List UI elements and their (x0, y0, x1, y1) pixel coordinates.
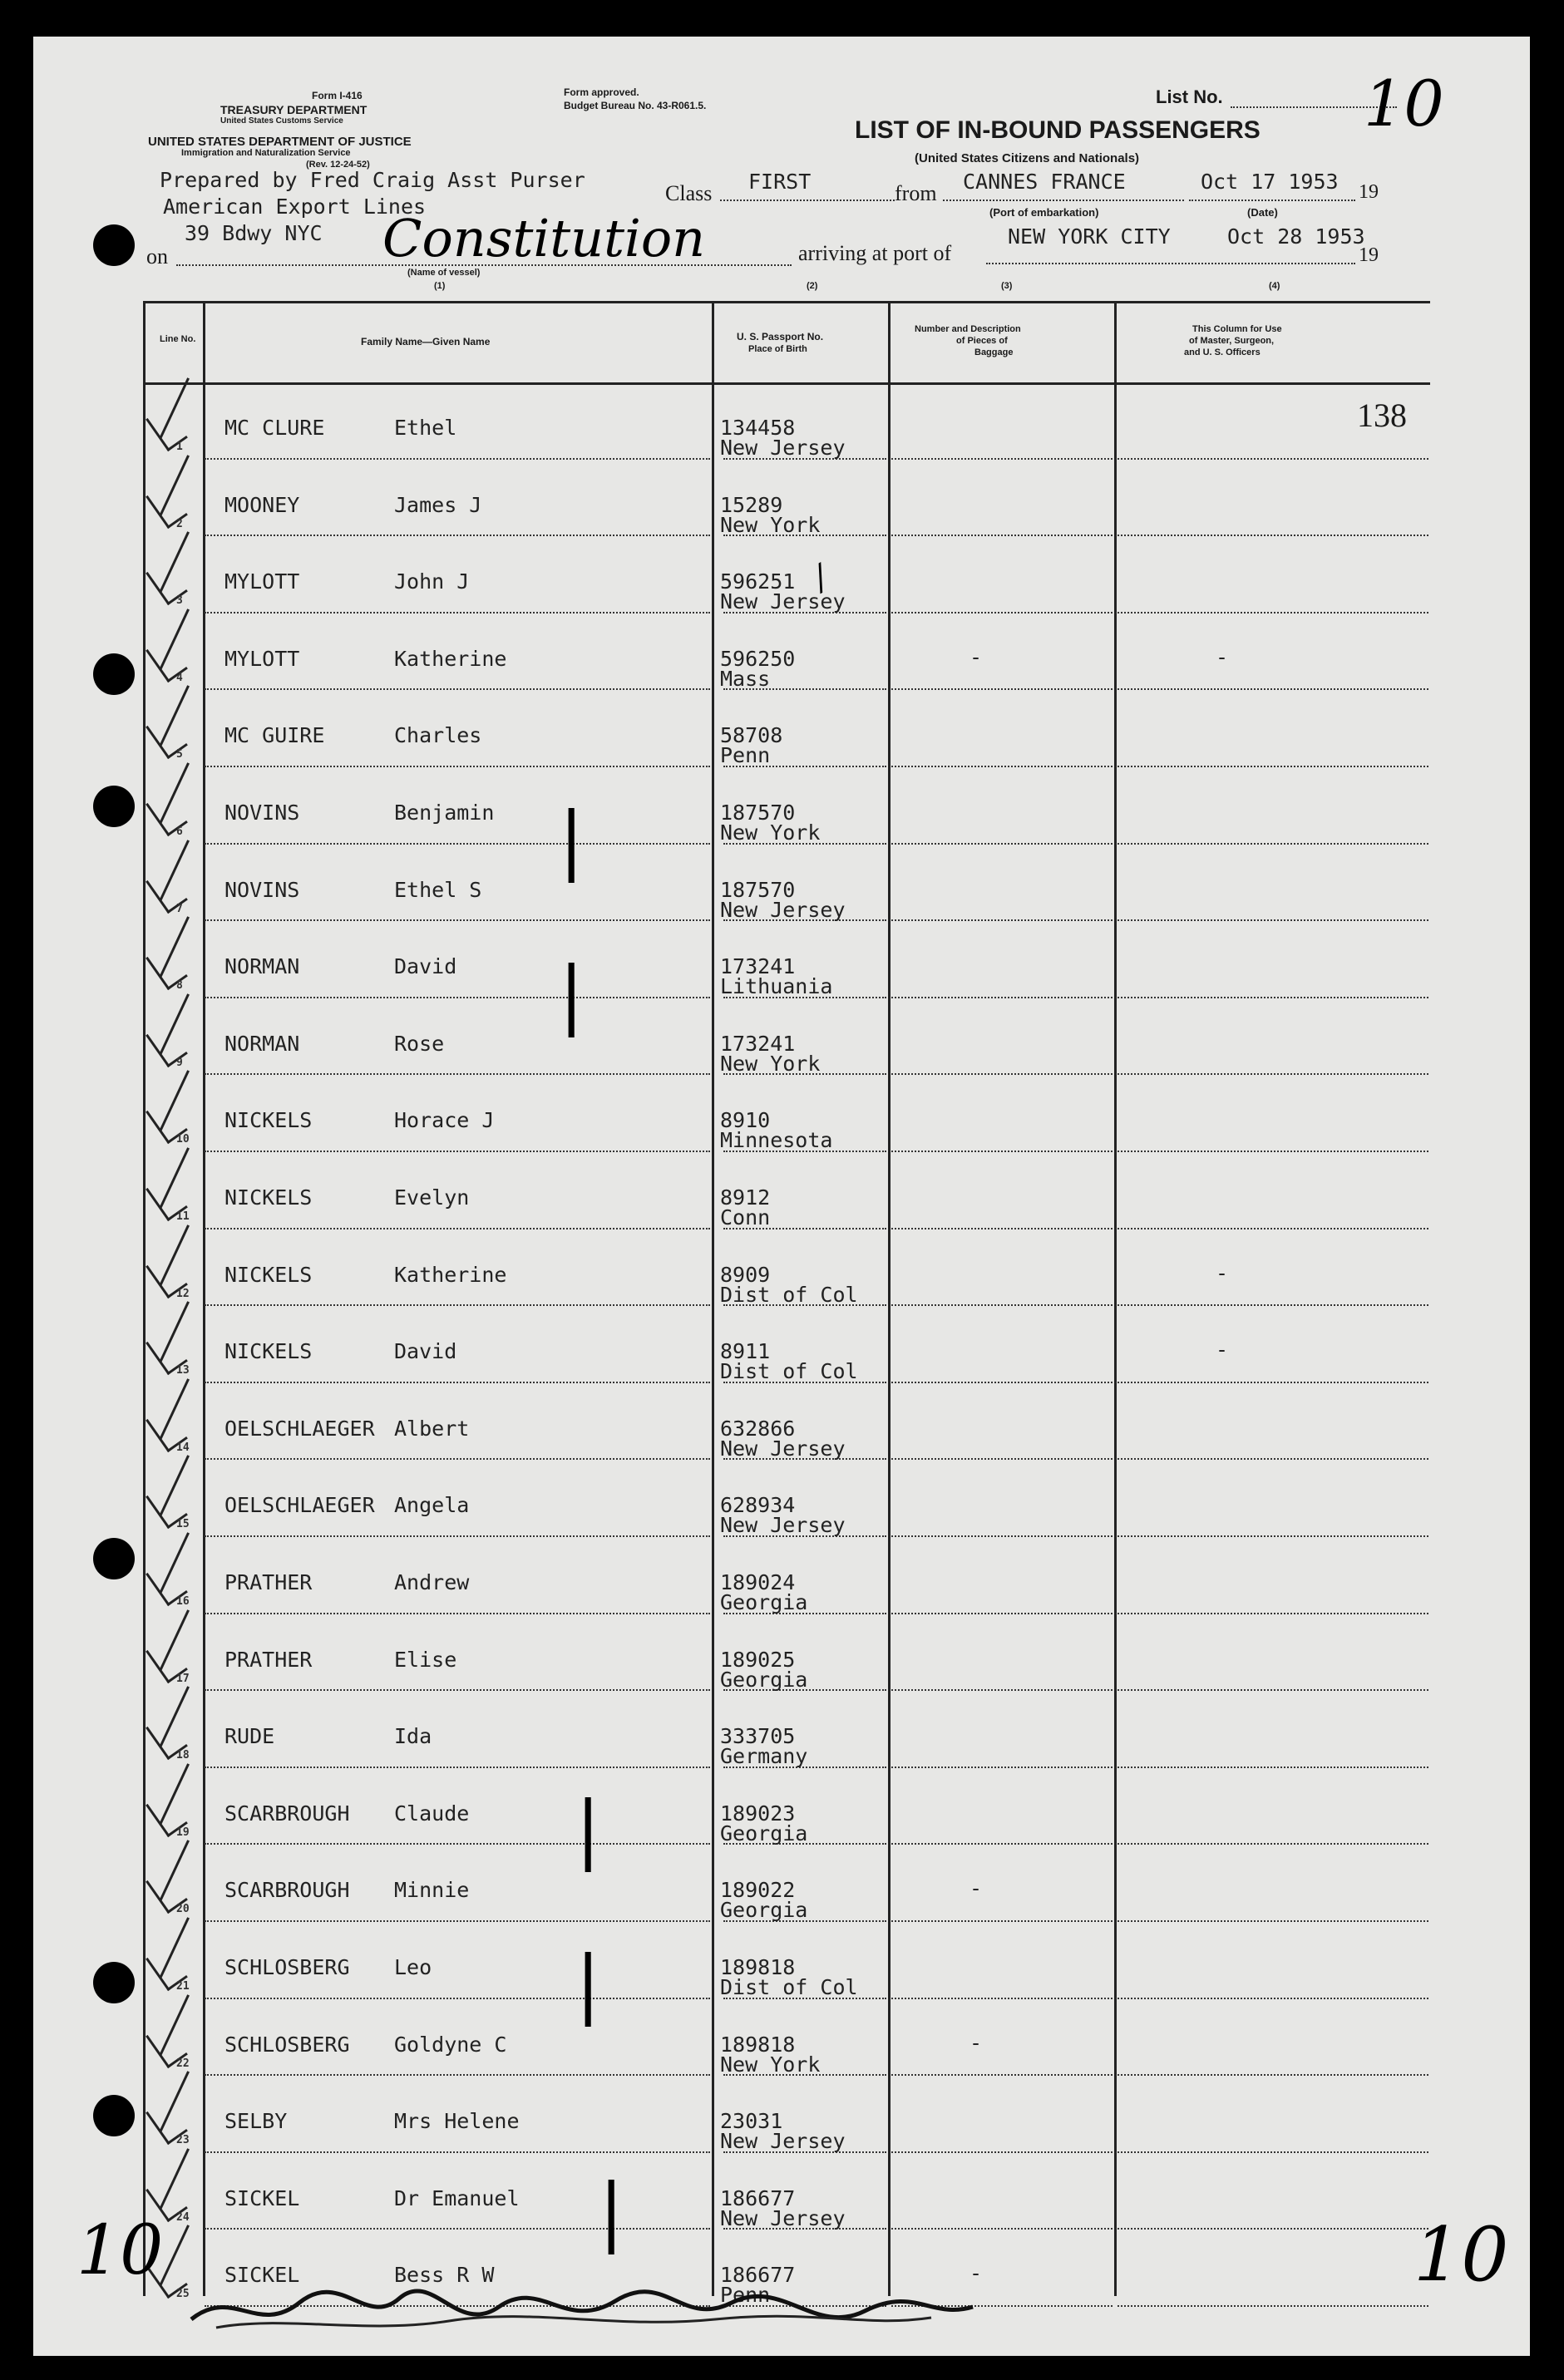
passport-number: 596251 (720, 569, 796, 594)
passport-number: 23031 (720, 2109, 783, 2134)
family-name: NOVINS (224, 801, 300, 825)
passport-number: 333705 (720, 1724, 796, 1749)
row-divider (891, 688, 1113, 690)
doj-label: UNITED STATES DEPARTMENT OF JUSTICE (148, 135, 412, 149)
row-divider (1117, 919, 1428, 921)
given-name: Angela (394, 1493, 470, 1518)
row-divider (891, 1228, 1113, 1229)
margin-number: 138 (1357, 397, 1407, 434)
place-of-birth: Penn (720, 743, 771, 768)
given-name: David (394, 954, 457, 979)
col-divider-passport (888, 301, 891, 2296)
row-divider (1117, 458, 1428, 460)
rev-label: (Rev. 12-24-52) (306, 160, 370, 170)
family-name: OELSCHLAEGER (224, 1416, 375, 1441)
row-divider (1117, 2228, 1428, 2230)
row-divider (205, 1535, 710, 1537)
passport-number: 8910 (720, 1108, 771, 1133)
punch-hole (93, 786, 135, 827)
baggage-mark: - (969, 2261, 983, 2286)
tally-mark: | (599, 2168, 624, 2255)
prepared-by: Prepared by Fred Craig Asst Purser (160, 168, 585, 192)
baggage-mark: - (969, 2030, 983, 2055)
row-divider (891, 1151, 1113, 1152)
family-name: MC GUIRE (224, 723, 325, 748)
given-name: Ida (394, 1724, 432, 1749)
given-name: Horace J (394, 1108, 495, 1133)
passport-number: 187570 (720, 877, 796, 902)
place-of-birth: Georgia (720, 1821, 808, 1845)
passport-number: 189023 (720, 1801, 796, 1826)
row-divider (891, 1304, 1113, 1306)
given-name: Katherine (394, 646, 507, 671)
row-divider (1117, 2151, 1428, 2153)
row-divider (205, 535, 710, 536)
row-divider (205, 1382, 710, 1383)
row-divider (205, 1767, 710, 1768)
tally-mark: | (559, 796, 585, 884)
family-name: OELSCHLAEGER (224, 1493, 375, 1518)
row-divider (1117, 612, 1428, 613)
row-divider (1117, 766, 1428, 767)
handwritten-signature (183, 2269, 981, 2344)
line-number: 10 (176, 1133, 190, 1146)
baggage-mark: - (969, 644, 983, 669)
class-value: FIRST (748, 170, 812, 194)
place-of-birth: New Jersey (720, 897, 846, 922)
line-number: 21 (176, 1980, 190, 1993)
line-number: 24 (176, 2210, 190, 2224)
family-name: PRATHER (224, 1647, 313, 1672)
family-name: NICKELS (224, 1262, 313, 1287)
place-of-birth: New York (720, 1051, 821, 1076)
punch-hole (93, 1962, 135, 2003)
row-divider (1117, 843, 1428, 845)
passport-number: 187570 (720, 801, 796, 825)
officer-mark: - (1216, 644, 1229, 669)
given-name: Ethel (394, 416, 457, 440)
row-divider (891, 766, 1113, 767)
passport-number: 189022 (720, 1878, 796, 1903)
tally-mark: | (575, 1940, 601, 2028)
punch-hole (93, 224, 135, 266)
family-name: MYLOTT (224, 569, 300, 594)
page-title: LIST OF IN-BOUND PASSENGERS (855, 116, 1261, 144)
line-number: 5 (176, 748, 183, 761)
passport-number: 8909 (720, 1262, 771, 1287)
row-divider (1117, 1920, 1428, 1922)
passport-number: 189024 (720, 1570, 796, 1594)
place-of-birth: Georgia (720, 1590, 808, 1614)
row-divider (891, 2074, 1113, 2076)
col-header-baggage-1: Number and Description (915, 324, 1021, 334)
line-number: 4 (176, 671, 183, 684)
passport-number: 189818 (720, 2032, 796, 2057)
line-number: 14 (176, 1441, 190, 1454)
family-name: SCHLOSBERG (224, 1955, 350, 1979)
passport-number: 186677 (720, 2185, 796, 2210)
on-label: on (146, 244, 168, 269)
line-number: 11 (176, 1210, 190, 1223)
given-name: Leo (394, 1955, 432, 1979)
row-divider (891, 1843, 1113, 1845)
col-divider-name (712, 301, 714, 2296)
form-number: Form I-416 (312, 90, 363, 101)
row-divider (205, 2151, 710, 2153)
passport-number: 628934 (720, 1493, 796, 1518)
row-divider (205, 997, 710, 998)
col2-num: (2) (807, 281, 818, 291)
place-of-birth: Penn (720, 2283, 771, 2308)
place-of-birth: Mass (720, 666, 771, 691)
col3-num: (3) (1001, 281, 1013, 291)
date-line (1189, 200, 1355, 201)
row-divider (1117, 1998, 1428, 1999)
bottom-right-number: 10 (1414, 2211, 1509, 2299)
row-divider (1117, 997, 1428, 998)
passport-number: 15289 (720, 492, 783, 517)
row-divider (205, 2074, 710, 2076)
place-of-birth: New York (720, 512, 821, 537)
list-no-value: 10 (1364, 67, 1444, 140)
company: American Export Lines (163, 195, 427, 219)
line-number: 13 (176, 1364, 190, 1377)
place-of-birth: New Jersey (720, 2205, 846, 2230)
date-caption: (Date) (1247, 206, 1278, 219)
row-divider (205, 1458, 710, 1460)
place-of-birth: Georgia (720, 1667, 808, 1692)
treasury-label: TREASURY DEPARTMENT (220, 103, 368, 116)
place-of-birth: Dist of Col (720, 1359, 858, 1384)
row-divider (1117, 1382, 1428, 1383)
date-arrive: Oct 28 1953 (1227, 224, 1365, 249)
given-name: Elise (394, 1647, 457, 1672)
tally-mark: | (575, 1786, 601, 1873)
col1-num: (1) (434, 281, 446, 291)
passport-number: 173241 (720, 954, 796, 979)
row-divider (891, 612, 1113, 613)
passport-number: 173241 (720, 1031, 796, 1056)
place-of-birth: New Jersey (720, 1513, 846, 1538)
line-number: 19 (176, 1826, 190, 1839)
col-header-passport-1: U. S. Passport No. (737, 331, 824, 342)
row-divider (891, 535, 1113, 536)
row-divider (205, 1843, 710, 1845)
family-name: NICKELS (224, 1108, 313, 1133)
col-header-baggage-2: of Pieces of (956, 336, 1008, 346)
port-embark-caption: (Port of embarkation) (989, 206, 1099, 219)
line-number: 9 (176, 1056, 183, 1069)
row-divider (1117, 1689, 1428, 1691)
arriving-line (986, 263, 1355, 264)
given-name: John J (394, 569, 470, 594)
passport-number: 632866 (720, 1416, 796, 1441)
passport-number: 189818 (720, 1955, 796, 1979)
col-header-line: Line No. (160, 334, 196, 344)
given-name: David (394, 1339, 457, 1364)
row-divider (1117, 1458, 1428, 1460)
line-number: 20 (176, 1903, 190, 1916)
given-name: James J (394, 492, 482, 517)
given-name: Claude (394, 1801, 470, 1826)
row-divider (205, 1998, 710, 1999)
row-divider (1117, 2305, 1428, 2307)
row-divider (891, 1689, 1113, 1691)
place-of-birth: New Jersey (720, 436, 846, 460)
year-suffix-1: 19 (1359, 181, 1379, 203)
port-embark: CANNES FRANCE (963, 170, 1126, 194)
table-top-border (143, 301, 1430, 303)
row-divider (891, 1613, 1113, 1614)
row-divider (205, 843, 710, 845)
col-header-baggage-3: Baggage (974, 347, 1014, 357)
line-number: 25 (176, 2288, 190, 2301)
family-name: NICKELS (224, 1185, 313, 1210)
row-divider (891, 1767, 1113, 1768)
line-number: 1 (176, 441, 183, 453)
family-name: RUDE (224, 1724, 275, 1749)
passport-number: 189025 (720, 1647, 796, 1672)
officer-mark: - (1216, 1260, 1229, 1285)
row-divider (891, 1535, 1113, 1537)
col-divider-baggage (1114, 301, 1117, 2296)
given-name: Andrew (394, 1570, 470, 1594)
place-of-birth: Georgia (720, 1898, 808, 1923)
officer-mark: - (1216, 1338, 1229, 1362)
row-divider (1117, 535, 1428, 536)
given-name: Evelyn (394, 1185, 470, 1210)
passport-number: 58708 (720, 723, 783, 748)
year-suffix-2: 19 (1359, 244, 1379, 266)
tally-mark: | (559, 951, 585, 1038)
tick-mark: / (806, 558, 836, 598)
given-name: Goldyne C (394, 2032, 507, 2057)
family-name: MYLOTT (224, 646, 300, 671)
line-number: 16 (176, 1595, 190, 1608)
family-name: SICKEL (224, 2185, 300, 2210)
given-name: Ethel S (394, 877, 482, 902)
row-divider (205, 612, 710, 613)
baggage-mark: - (969, 1876, 983, 1901)
family-name: NOVINS (224, 877, 300, 902)
given-name: Dr Emanuel (394, 2185, 520, 2210)
line-number: 7 (176, 902, 183, 915)
col-header-passport-2: Place of Birth (748, 344, 807, 354)
passport-number: 596250 (720, 646, 796, 671)
place-of-birth: Dist of Col (720, 1282, 858, 1307)
family-name: SCHLOSBERG (224, 2032, 350, 2057)
row-divider (1117, 1228, 1428, 1229)
line-number: 17 (176, 1672, 190, 1685)
passport-number: 8911 (720, 1339, 771, 1364)
row-divider (205, 1304, 710, 1306)
row-divider (1117, 2074, 1428, 2076)
row-divider (205, 766, 710, 767)
given-name: Bess R W (394, 2263, 495, 2288)
given-name: Katherine (394, 1262, 507, 1287)
place-of-birth: New Jersey (720, 2129, 846, 2154)
punch-hole (93, 1538, 135, 1579)
row-divider (891, 2228, 1113, 2230)
list-no-label: List No. (1156, 86, 1223, 107)
line-number: 12 (176, 1287, 190, 1300)
family-name: NORMAN (224, 1031, 300, 1056)
passport-number: 134458 (720, 416, 796, 440)
given-name: Benjamin (394, 801, 495, 825)
family-name: SICKEL (224, 2263, 300, 2288)
line-number: 3 (176, 594, 183, 608)
row-divider (205, 2228, 710, 2230)
line-number: 6 (176, 825, 183, 838)
row-divider (205, 919, 710, 921)
vessel-caption: (Name of vessel) (407, 268, 481, 278)
port-arrive: NEW YORK CITY (1008, 224, 1171, 249)
line-number: 23 (176, 2134, 190, 2147)
place-of-birth: Dist of Col (720, 1975, 858, 1999)
line-number: 2 (176, 517, 183, 530)
table-left-border (143, 301, 146, 2296)
page-subtitle: (United States Citizens and Nationals) (915, 151, 1140, 165)
family-name: SCARBROUGH (224, 1878, 350, 1903)
given-name: Minnie (394, 1878, 470, 1903)
arriving-label: arriving at port of (798, 241, 952, 265)
address: 39 Bdwy NYC (185, 221, 323, 245)
row-divider (891, 1998, 1113, 1999)
row-divider (1117, 1535, 1428, 1537)
family-name: NORMAN (224, 954, 300, 979)
row-divider (891, 1382, 1113, 1383)
col-header-officers-3: and U. S. Officers (1184, 347, 1261, 357)
customs-label: United States Customs Service (220, 116, 343, 126)
col-header-officers-1: This Column for Use (1192, 324, 1282, 334)
place-of-birth: Minnesota (720, 1128, 833, 1153)
table-header-border (143, 382, 1430, 385)
row-divider (891, 997, 1113, 998)
given-name: Mrs Helene (394, 2109, 520, 2134)
place-of-birth: New York (720, 820, 821, 845)
place-of-birth: Germany (720, 1744, 808, 1769)
col-header-officers-2: of Master, Surgeon, (1189, 336, 1275, 346)
row-divider (205, 1073, 710, 1075)
date-embark: Oct 17 1953 (1201, 170, 1339, 194)
line-number: 15 (176, 1518, 190, 1531)
line-number: 22 (176, 2057, 190, 2070)
row-divider (1117, 688, 1428, 690)
place-of-birth: Conn (720, 1205, 771, 1229)
row-divider (205, 1613, 710, 1614)
vessel-name: Constitution (382, 208, 706, 269)
punch-hole (93, 2095, 135, 2136)
ins-label: Immigration and Naturalization Service (181, 148, 351, 158)
line-number: 18 (176, 1749, 190, 1762)
class-label: Class (665, 181, 713, 205)
col4-num: (4) (1269, 281, 1280, 291)
row-divider (205, 1228, 710, 1229)
place-of-birth: New Jersey (720, 589, 846, 614)
family-name: MC CLURE (224, 416, 325, 440)
row-divider (891, 1073, 1113, 1075)
place-of-birth: Lithuania (720, 974, 833, 999)
from-label: from (895, 181, 937, 205)
row-divider (205, 688, 710, 690)
line-number: 8 (176, 979, 183, 993)
row-divider (891, 1920, 1113, 1922)
row-divider (1117, 1304, 1428, 1306)
row-divider (205, 1920, 710, 1922)
row-divider (891, 458, 1113, 460)
place-of-birth: New York (720, 2052, 821, 2077)
col-header-name: Family Name—Given Name (361, 336, 491, 347)
family-name: SCARBROUGH (224, 1801, 350, 1826)
row-divider (891, 1458, 1113, 1460)
given-name: Albert (394, 1416, 470, 1441)
family-name: MOONEY (224, 492, 300, 517)
given-name: Rose (394, 1031, 445, 1056)
row-divider (891, 2151, 1113, 2153)
passport-number: 8912 (720, 1185, 771, 1210)
row-divider (205, 1151, 710, 1152)
row-divider (1117, 1767, 1428, 1768)
budget-bureau: Budget Bureau No. 43-R061.5. (564, 100, 707, 111)
passport-number: 186677 (720, 2263, 796, 2288)
row-divider (891, 919, 1113, 921)
class-line (720, 200, 895, 201)
row-divider (1117, 1613, 1428, 1614)
family-name: SELBY (224, 2109, 288, 2134)
row-divider (1117, 1073, 1428, 1075)
row-divider (205, 1689, 710, 1691)
place-of-birth: New Jersey (720, 1436, 846, 1461)
bottom-left-number: 10 (76, 2211, 164, 2290)
given-name: Charles (394, 723, 482, 748)
from-line (943, 200, 1184, 201)
row-divider (1117, 1843, 1428, 1845)
family-name: NICKELS (224, 1339, 313, 1364)
family-name: PRATHER (224, 1570, 313, 1594)
row-divider (205, 458, 710, 460)
form-approved: Form approved. (564, 86, 639, 98)
punch-hole (93, 653, 135, 695)
row-divider (891, 843, 1113, 845)
row-divider (1117, 1151, 1428, 1152)
